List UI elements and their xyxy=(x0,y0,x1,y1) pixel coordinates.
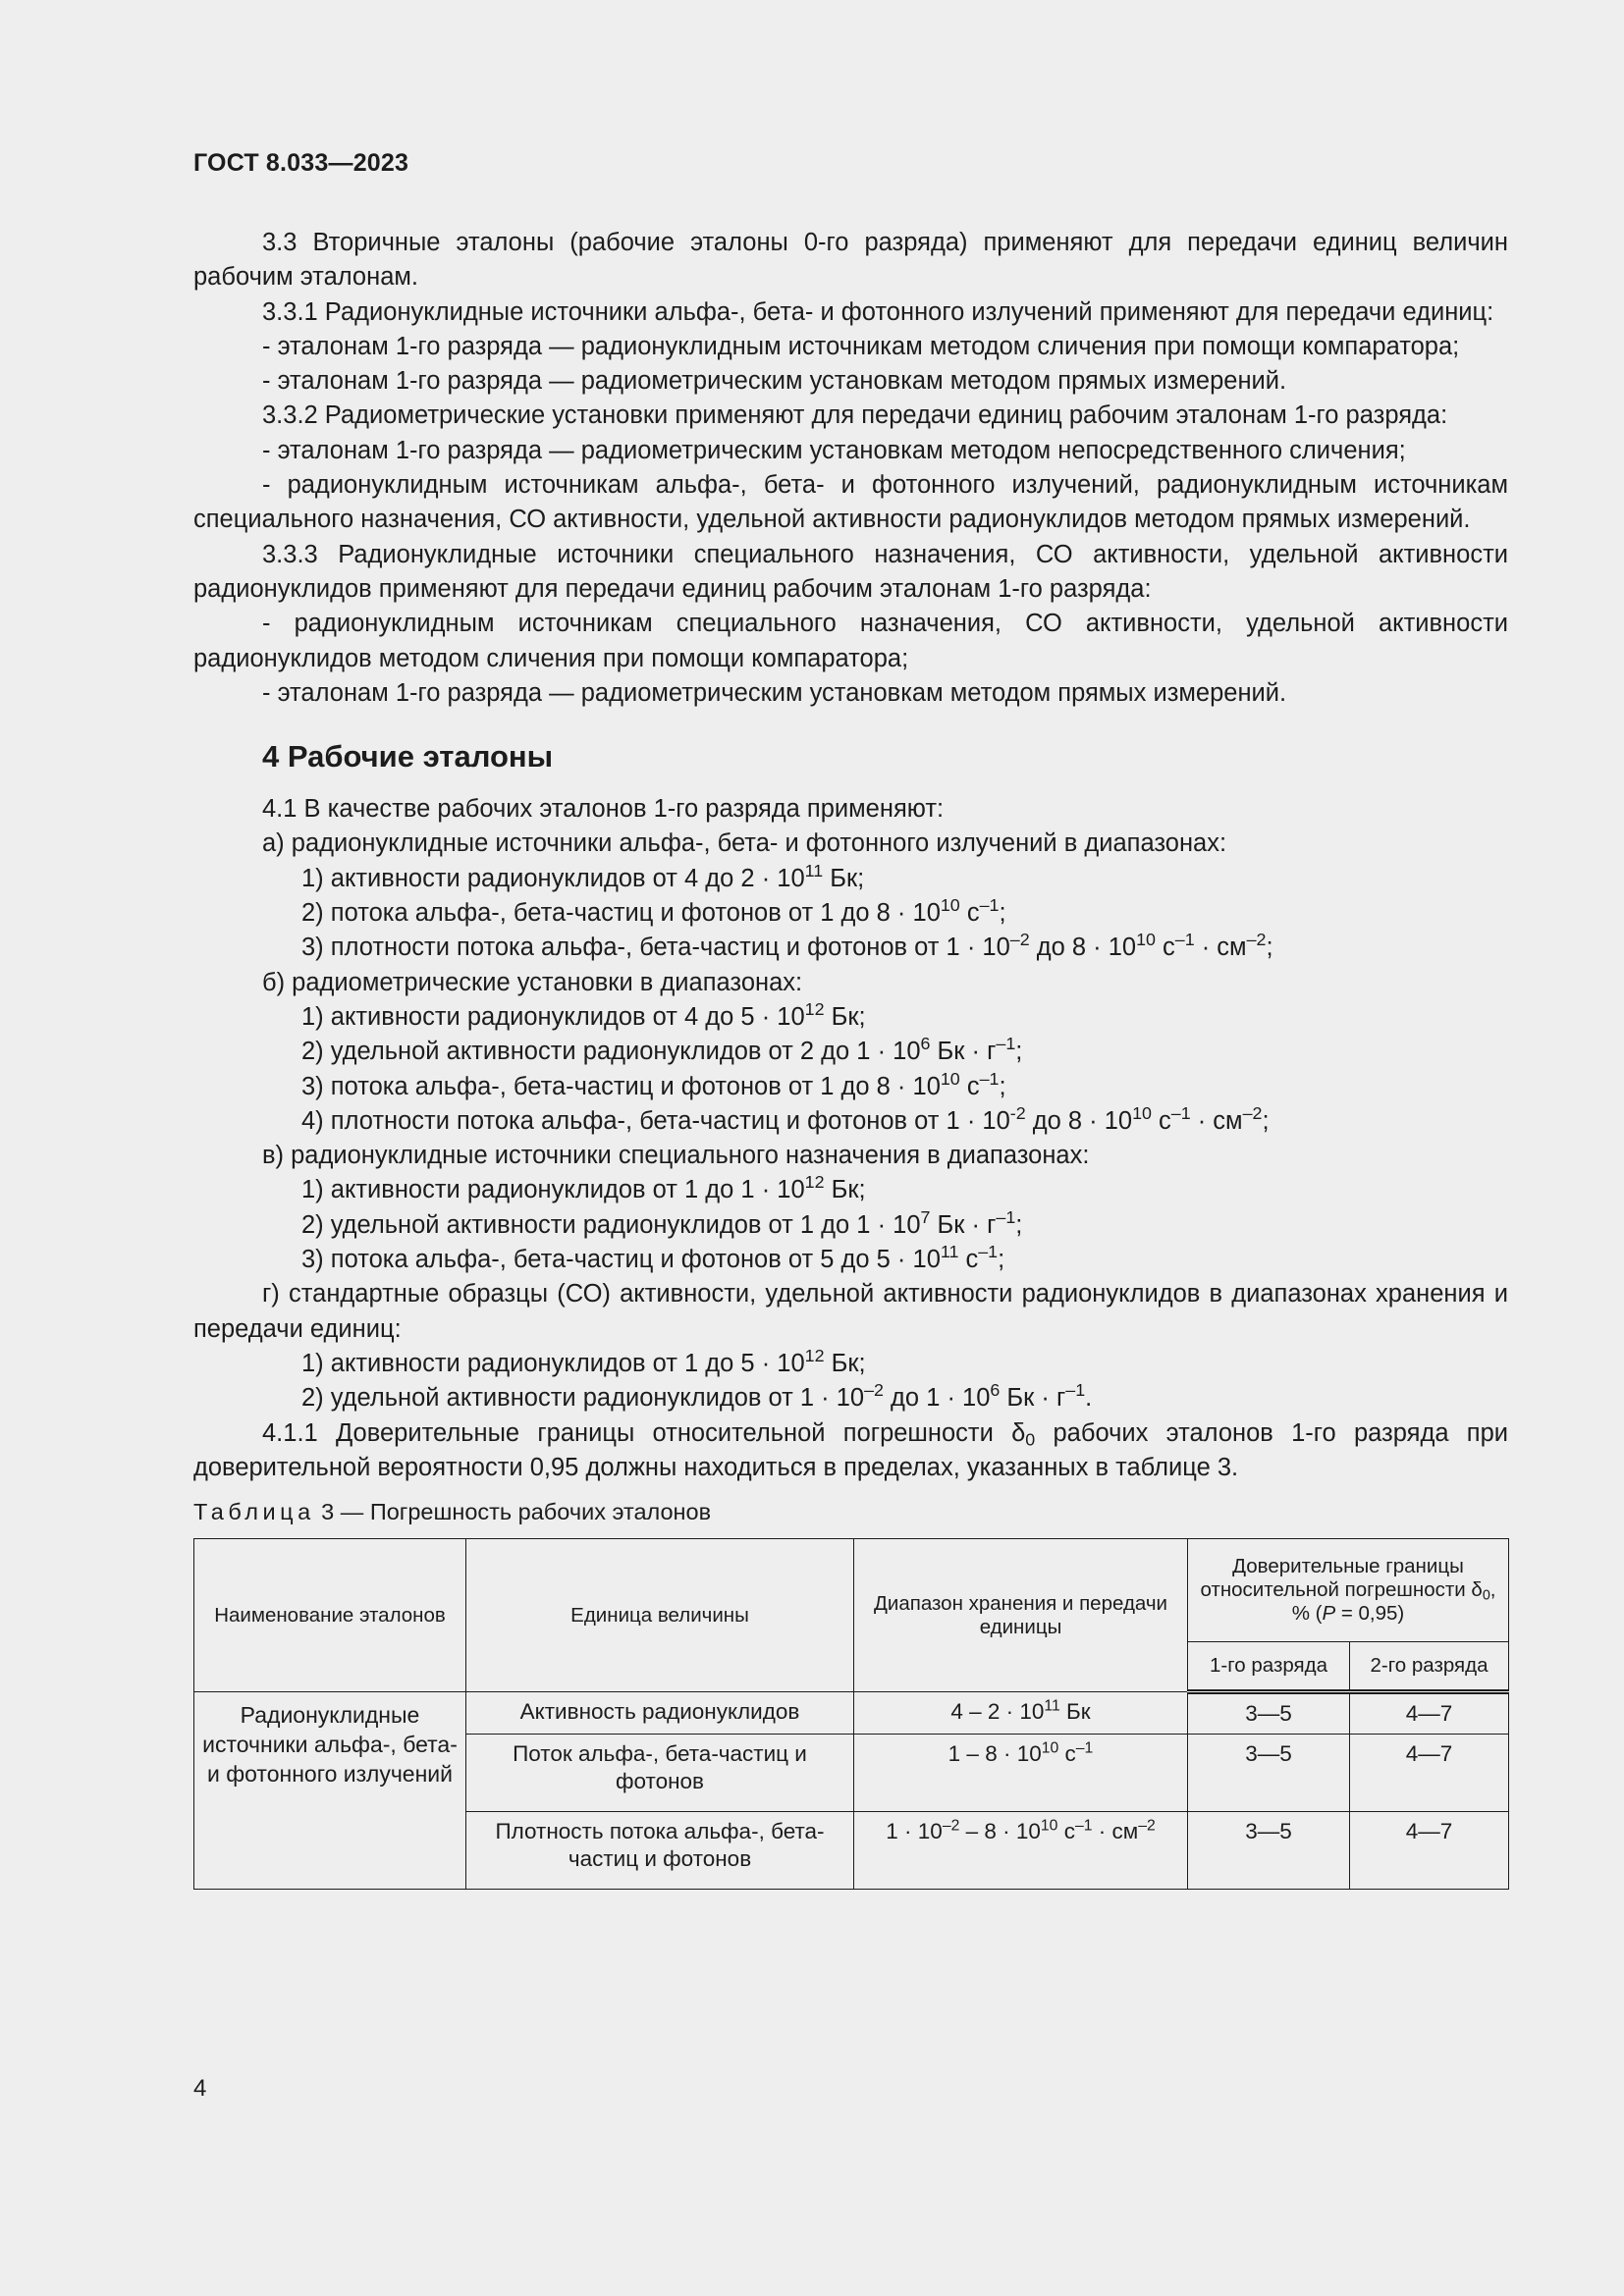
clause-3-3-3: 3.3.3 Радионуклидные источники специального назначения, СО активности, удельной активности радионуклидов применяют для передачи единиц рабочим эталонам 1-го разряда: xyxy=(193,540,1508,603)
list-item-c: в) радионуклидные источники специального назначения в диапазонах: xyxy=(262,1142,1090,1170)
list-item: - радионуклидным источникам альфа-, бета- и фотонного излучений, радионуклидным источникам специального назначения, СО активности, удельной активности радионуклидов методом прямых измерений. xyxy=(193,471,1508,534)
list-item: 2) удельной активности радионуклидов от 2 до $1 \cdot 10^6$ Бк · $г^{-1}$; xyxy=(301,1034,1023,1066)
clause-3-3-1: 3.3.1 Радионуклидные источники альфа-, бета- и фотонного излучений применяют для передачи единиц: xyxy=(262,297,1494,326)
header-range: Диапазон хранения и передачи единицы xyxy=(854,1539,1188,1692)
unit-cell: Плотность потока альфа-, бета-частиц и фотонов xyxy=(466,1812,854,1890)
list-item-d: г) стандартные образцы (СО) активности, удельной активности радионуклидов в диапазонах хранения и передачи единиц: xyxy=(193,1280,1508,1343)
table-caption-title: 3 — Погрешность рабочих эталонов xyxy=(314,1499,712,1525)
range-cell: $1 \cdot 10^{-2} - 8 \cdot 10^{10}$ $с^{-1} \cdot см^{-2}$ xyxy=(854,1812,1188,1890)
table-row xyxy=(194,1692,1509,1735)
grade-2-cell: 4—7 xyxy=(1350,1735,1509,1812)
group-name-cell: Радионуклидные источники альфа-, бета- и фотонного излучений xyxy=(194,1692,466,1890)
page-number: 4 xyxy=(193,2075,207,2102)
list-item: 1) активности радионуклидов от 4 до $2 \cdot 10^{11}$ Бк; xyxy=(301,860,865,892)
section-heading: 4 Рабочие эталоны xyxy=(262,739,554,774)
clause-3-3: 3.3 Вторичные эталоны (рабочие эталоны 0-го разряда) применяют для передачи единиц величин рабочим эталонам. xyxy=(193,229,1508,292)
error-table xyxy=(193,1538,1509,1890)
list-item-a: а) радионуклидные источники альфа-, бета- и фотонного излучений в диапазонах: xyxy=(262,829,1227,858)
grade-2-cell: 4—7 xyxy=(1350,1692,1509,1735)
clause-3-3-2: 3.3.2 Радиометрические установки применяют для передачи единиц рабочим эталонам 1-го разряда: xyxy=(262,401,1448,430)
grade-2-cell: 4—7 xyxy=(1350,1812,1509,1890)
unit-cell: Активность радионуклидов xyxy=(466,1692,854,1735)
table-caption xyxy=(193,1495,1508,1528)
list-item: - эталонам 1-го разряда — радиометрическим установкам методом прямых измерений. xyxy=(262,367,1287,396)
header-grade-2: 2-го разряда xyxy=(1350,1642,1509,1692)
list-item: - эталонам 1-го разряда — радиометрическим установкам методом непосредственного сличения; xyxy=(262,436,1406,464)
clause-4-1: 4.1 В качестве рабочих эталонов 1-го разряда применяют: xyxy=(262,795,945,824)
list-item: 2) удельной активности радионуклидов от $1 \cdot 10^{-2}$ до $1 \cdot 10^6$ Бк · $г^{-1}$. xyxy=(301,1380,1093,1413)
grade-1-cell: 3—5 xyxy=(1188,1735,1350,1812)
header-bounds: Доверительные границы относительной погрешности $\delta_0$, % (Р = 0,95) xyxy=(1188,1539,1509,1642)
grade-1-cell: 3—5 xyxy=(1188,1692,1350,1735)
list-item: - эталонам 1-го разряда — радиометрическим установкам методом прямых измерений. xyxy=(262,678,1287,707)
list-item: 3) потока альфа-, бета-частиц и фотонов от 5 до $5 \cdot 10^{11}$ $с^{-1}$; xyxy=(301,1242,1005,1274)
list-item: - эталонам 1-го разряда — радионуклидным источникам методом сличения при помощи компаратора; xyxy=(262,332,1460,360)
list-item: 4) плотности потока альфа-, бета-частиц и фотонов от $1 \cdot 10^{-2}$ до $8 \cdot 10^{10}$ $с^{-1} \cdot см^{-2}$; xyxy=(301,1103,1270,1135)
header-unit: Единица величины xyxy=(466,1539,854,1692)
list-item: 1) активности радионуклидов от 4 до $5 \cdot 10^{12}$ Бк; xyxy=(301,999,866,1031)
list-item: 1) активности радионуклидов от 1 до $5 \cdot 10^{12}$ Бк; xyxy=(301,1346,866,1377)
clause-4-1-1: 4.1.1 Доверительные границы относительной погрешности $\delta_0$ рабочих эталонов 1-го разряда при доверительной вероятности 0,95 должны находиться в пределах, указанных в таблице 3. xyxy=(193,1418,1509,1481)
unit-cell: Поток альфа-, бета-частиц и фотонов xyxy=(466,1735,854,1812)
range-cell: $4 - 2 \cdot 10^{11}$ Бк xyxy=(854,1692,1188,1735)
range-cell: $1 - 8 \cdot 10^{10}$ $с^{-1}$ xyxy=(854,1735,1188,1812)
running-title: ГОСТ 8.033—2023 xyxy=(193,149,409,177)
list-item: 3) плотности потока альфа-, бета-частиц и фотонов от $1 \cdot 10^{-2}$ до $8 \cdot 10^{10}$ $с^{-1} \cdot см^{-2}$; xyxy=(301,930,1273,962)
table-caption-word: Таблица xyxy=(193,1499,315,1525)
grade-1-cell: 3—5 xyxy=(1188,1812,1350,1890)
list-item-b: б) радиометрические установки в диапазонах: xyxy=(262,968,803,996)
list-item: 2) потока альфа-, бета-частиц и фотонов от 1 до $8 \cdot 10^{10}$ $с^{-1}$; xyxy=(301,895,1006,928)
list-item: - радионуклидным источникам специального назначения, СО активности, удельной активности радионуклидов методом сличения при помощи компаратора; xyxy=(193,610,1508,672)
list-item: 1) активности радионуклидов от 1 до $1 \cdot 10^{12}$ Бк; xyxy=(301,1172,866,1204)
header-grade-1: 1-го разряда xyxy=(1188,1642,1350,1692)
body-text xyxy=(193,226,1508,1890)
list-item: 3) потока альфа-, бета-частиц и фотонов от 1 до $8 \cdot 10^{10}$ $с^{-1}$; xyxy=(301,1068,1006,1100)
list-item: 2) удельной активности радионуклидов от 1 до $1 \cdot 10^7$ Бк · $г^{-1}$; xyxy=(301,1206,1023,1239)
header-name: Наименование эталонов xyxy=(194,1539,466,1692)
